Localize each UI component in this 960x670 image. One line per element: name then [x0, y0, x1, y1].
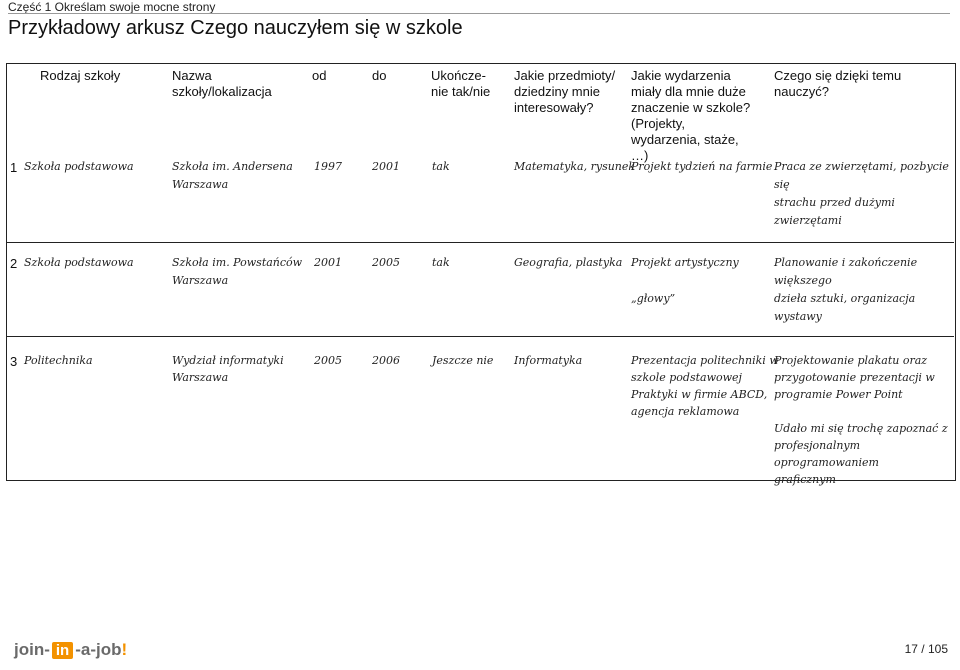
row-1-type: Szkoła podstawowa	[24, 160, 134, 173]
row-1-events: Projekt tydzień na farmie	[631, 160, 773, 173]
row-2-learned: Planowanie i zakończenie większego dzieła sztuki, organizacja wystawy	[774, 256, 918, 323]
col-header-completed: Ukończe- nie tak/nie	[431, 68, 491, 99]
col-header-name: Nazwa szkoły/lokalizacja	[172, 68, 272, 99]
row-3-subjects: Informatyka	[514, 354, 583, 367]
page-number: 17 / 105	[904, 642, 948, 656]
row-2-completed: tak	[432, 256, 450, 269]
row-3-events: Prezentacja politechniki w szkole podstawowej Praktyki w firmie ABCD, agencja reklamowa	[631, 354, 779, 418]
header-rule	[8, 13, 950, 14]
row-1-subjects: Matematyka, rysunek	[514, 160, 636, 173]
page-title: Przykładowy arkusz Czego nauczyłem się w szkole	[8, 17, 463, 39]
row-1-number: 1	[10, 160, 18, 175]
row-1-completed: tak	[432, 160, 450, 173]
col-header-to: do	[372, 68, 387, 83]
row-3-type: Politechnika	[24, 354, 93, 367]
row-1-name: Szkoła im. Andersena Warszawa	[172, 160, 293, 191]
logo-text-bang: !	[121, 640, 128, 659]
row-1-from: 1997	[314, 160, 342, 173]
row-separator	[6, 336, 954, 337]
row-3-learned: Projektowanie plakatu oraz przygotowanie prezentacji w programie Power Point Udało mi się trochę zapoznać z profesjonalnym oprogramowaniem graficznym	[774, 354, 948, 486]
row-2-number: 2	[10, 256, 18, 271]
row-2-to: 2005	[372, 256, 400, 269]
col-header-subjects: Jakie przedmioty/ dziedziny mnie interesowały?	[514, 68, 616, 115]
row-2-name: Szkoła im. Powstańców Warszawa	[172, 256, 303, 287]
row-2-events: Projekt artystyczny „głowy”	[631, 256, 739, 305]
col-header-learned: Czego się dzięki temu nauczyć?	[774, 68, 902, 99]
row-1-learned: Praca ze zwierzętami, pozbycie się strachu przed dużymi zwierzętami	[774, 160, 949, 227]
section-header: Część 1 Określam swoje mocne strony	[8, 0, 216, 14]
row-3-from: 2005	[314, 354, 342, 367]
row-3-name: Wydział informatyki Warszawa	[172, 354, 284, 384]
logo-text-mid: in	[52, 642, 73, 659]
col-header-events: Jakie wydarzenia miały dla mnie duże znaczenie w szkole? (Projekty, wydarzenia, staże, …)	[631, 68, 751, 163]
row-3-to: 2006	[372, 354, 400, 367]
row-3-completed: Jeszcze nie	[432, 354, 494, 367]
row-2-from: 2001	[314, 256, 342, 269]
row-3-number: 3	[10, 354, 18, 369]
row-1-to: 2001	[372, 160, 400, 173]
col-header-from: od	[312, 68, 327, 83]
col-header-type: Rodzaj szkoły	[40, 68, 121, 83]
row-separator	[6, 242, 954, 243]
logo-text-right: -a-job	[75, 640, 122, 659]
join-in-a-job-logo	[14, 640, 127, 660]
row-2-type: Szkoła podstawowa	[24, 256, 134, 269]
logo-text-left: join-	[14, 640, 50, 659]
row-2-subjects: Geografia, plastyka	[514, 256, 623, 269]
